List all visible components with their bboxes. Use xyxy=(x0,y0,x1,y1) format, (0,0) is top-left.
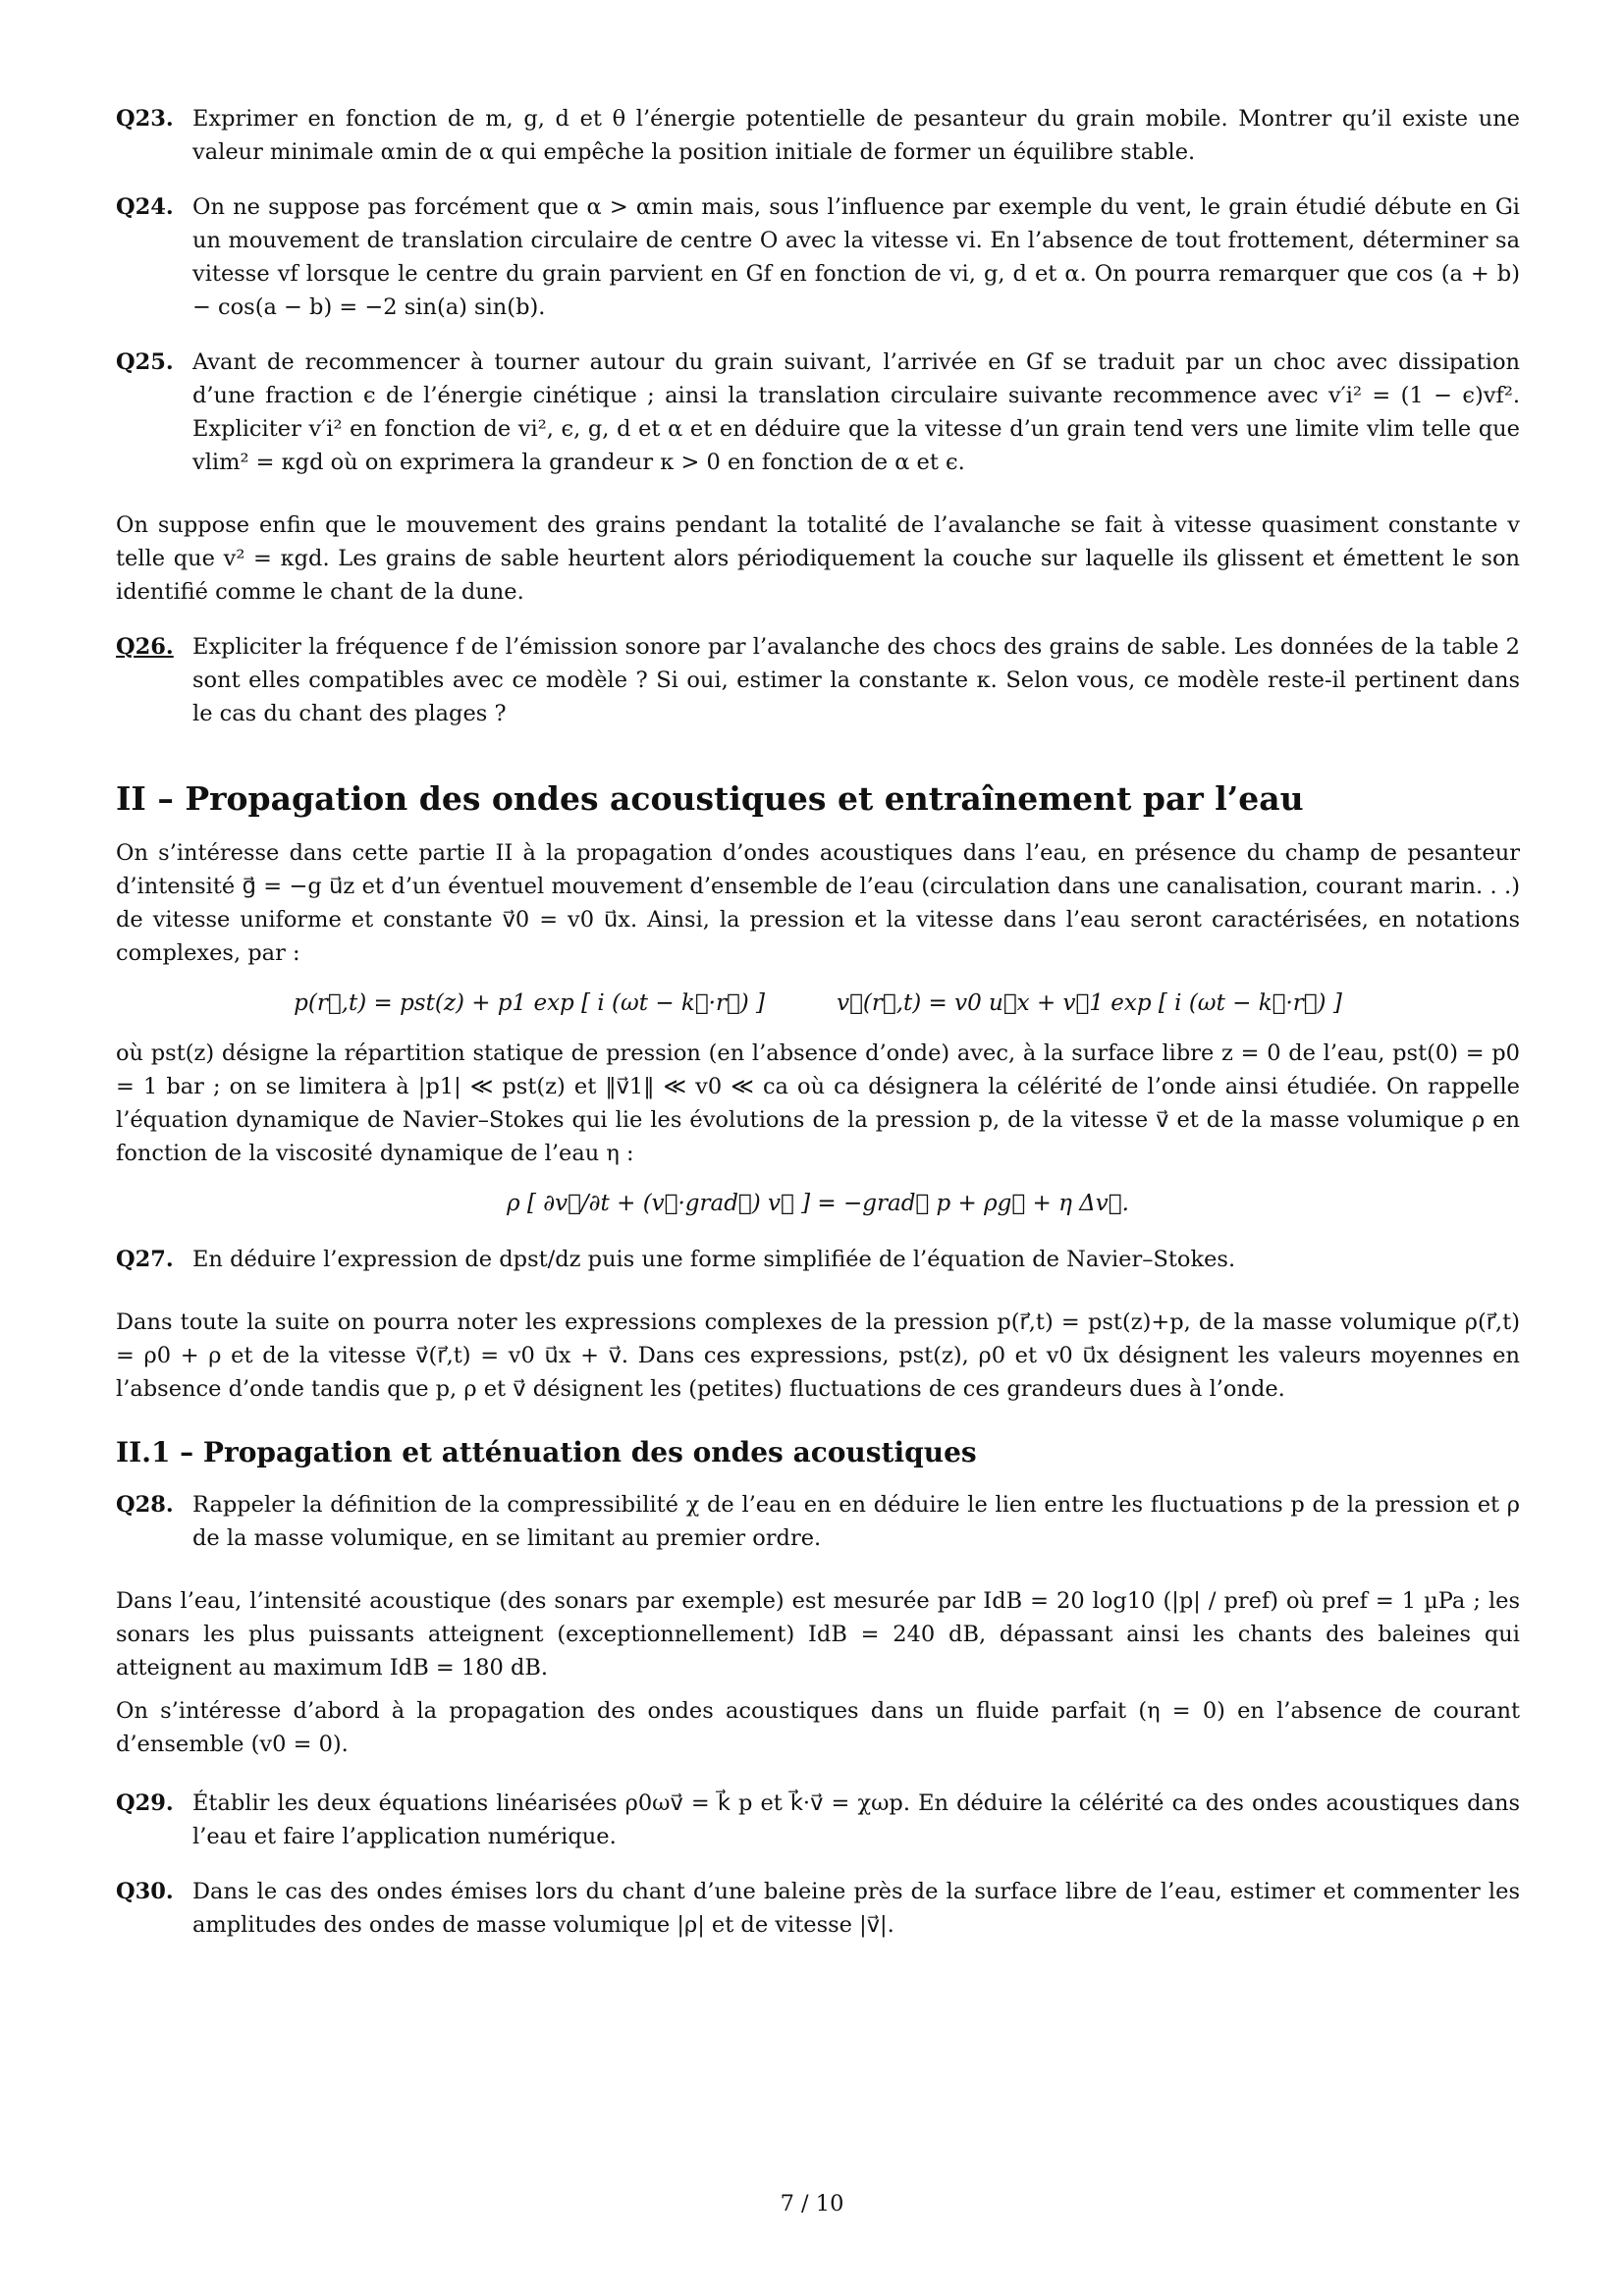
paragraph-notation: Dans toute la suite on pourra noter les expressions complexes de la pression p(r⃗,t) = pst(z)+p, de la masse volumique ρ(r⃗,t) = ρ0 + ρ et de la vitesse v⃗(r⃗,t) = v0 u⃗x + v⃗. Dans ces expressions, pst(z), ρ0 et v0 u⃗x désignent les valeurs moyennes en l’absence d’onde tandis que p, ρ et v⃗ désignent les (petites) fluctuations de ces grandeurs dues à l’onde. xyxy=(116,1309,1520,1402)
question-number: Q26. xyxy=(116,634,174,660)
question-text: Exprimer en fonction de m, g, d et θ l’énergie potentielle de pesanteur du grain mobile. Montrer qu’il existe une valeur minimale αmin de α qui empêche la position initiale de former un équilibre stable. xyxy=(192,106,1520,165)
equation-navier-stokes: ρ [ ∂v⃗/∂t + (v⃗·grad⃗) v⃗ ] = −grad⃗ p + ρg⃗ + η Δv⃗. xyxy=(507,1191,1129,1216)
question-number: Q25. xyxy=(116,349,174,375)
question-text: On ne suppose pas forcément que α > αmin mais, sous l’influence par exemple du vent, le grain étudié débute en Gi un mouvement de translation circulaire de centre O avec la vitesse vi. En l’absence de tout frottement, déterminer sa vitesse vf lorsque le centre du grain parvient en Gf en fonction de vi, g, d et α. On pourra remarquer que cos (a + b) − cos(a − b) = −2 sin(a) sin(b). xyxy=(192,194,1520,320)
page-number: 7 / 10 xyxy=(780,2191,844,2216)
equation-wave: p(r⃗,t) = pst(z) + p1 exp [ i (ωt − k⃗·r⃗) ] v⃗(r⃗,t) = v0 u⃗x + v⃗1 exp [ i (ωt − k⃗·r⃗) ] xyxy=(294,990,1342,1016)
paragraph-avalanche: On suppose enfin que le mouvement des grains pendant la totalité de l’avalanche se fait à vitesse quasiment constante v telle que v² = κgd. Les grains de sable heurtent alors périodiquement la couche sur laquelle ils glissent et émettent le son identifié comme le chant de la dune. xyxy=(116,512,1520,605)
question-text: En déduire l’expression de dpst/dz puis une forme simplifiée de l’équation de Navier–Stokes. xyxy=(192,1247,1236,1272)
question-text: Avant de recommencer à tourner autour du grain suivant, l’arrivée en Gf se traduit par un choc avec dissipation d’une fraction ϵ de l’énergie cinétique ; ainsi la translation circulaire suivante recommence avec v′i² = (1 − ϵ)vf². Expliciter v′i² en fonction de vi², ϵ, g, d et α et en déduire que la vitesse d’un grain tend vers une limite vlim telle que vlim² = κgd où on exprimera la grandeur κ > 0 en fonction de α et ϵ. xyxy=(192,349,1520,475)
question-q24 xyxy=(116,190,1520,324)
paragraph-static-pressure: où pst(z) désigne la répartition statique de pression (en l’absence d’onde) avec, à la surface libre z = 0 de l’eau, pst(0) = p0 = 1 bar ; on se limitera à |p1| ≪ pst(z) et ‖v⃗1‖ ≪ v0 ≪ ca où ca désignera la célérité de l’onde ainsi étudiée. On rappelle l’équation dynamique de Navier–Stokes qui lie les évolutions de la pression p, de la vitesse v⃗ et de la masse volumique ρ en fonction de la viscosité dynamique de l’eau η : xyxy=(116,1041,1520,1166)
question-number: Q28. xyxy=(116,1492,174,1518)
question-q25 xyxy=(116,346,1520,479)
question-text: Dans le cas des ondes émises lors du chant d’une baleine près de la surface libre de l’eau, estimer et commenter les amplitudes des ondes de masse volumique |ρ| et de vitesse |v⃗|. xyxy=(192,1879,1520,1938)
paragraph-perfect-fluid: On s’intéresse d’abord à la propagation des ondes acoustiques dans un fluide parfait (η = 0) en l’absence de courant d’ensemble (v0 = 0). xyxy=(116,1698,1520,1757)
section-title: II – Propagation des ondes acoustiques et entraînement par l’eau xyxy=(116,779,1304,818)
question-number: Q27. xyxy=(116,1247,174,1272)
question-q26 xyxy=(116,630,1520,730)
question-number: Q23. xyxy=(116,106,174,132)
subsection-title: II.1 – Propagation et atténuation des ondes acoustiques xyxy=(116,1436,977,1468)
question-number: Q29. xyxy=(116,1790,174,1816)
page-content xyxy=(116,102,1520,1963)
question-q27 xyxy=(116,1243,1520,1276)
question-number: Q30. xyxy=(116,1879,174,1904)
question-q30 xyxy=(116,1875,1520,1942)
question-text: Établir les deux équations linéarisées ρ0ωv⃗ = k⃗ p et k⃗·v⃗ = χωp. En déduire la célérité ca des ondes acoustiques dans l’eau et faire l’application numérique. xyxy=(192,1790,1520,1849)
question-q29 xyxy=(116,1787,1520,1853)
question-text: Expliciter la fréquence f de l’émission sonore par l’avalanche des chocs des grains de sable. Les données de la table 2 sont elles compatibles avec ce modèle ? Si oui, estimer la constante κ. Selon vous, ce modèle reste-il pertinent dans le cas du chant des plages ? xyxy=(192,634,1520,726)
question-q23 xyxy=(116,102,1520,169)
question-q28 xyxy=(116,1488,1520,1555)
paragraph-section-intro: On s’intéresse dans cette partie II à la propagation d’ondes acoustiques dans l’eau, en présence du champ de pesanteur d’intensité g⃗ = −g u⃗z et d’un éventuel mouvement d’ensemble de l’eau (circulation dans une canalisation, courant marin. . .) de vitesse uniforme et constante v⃗0 = v0 u⃗x. Ainsi, la pression et la vitesse dans l’eau seront caractérisées, en notations complexes, par : xyxy=(116,840,1520,966)
question-text: Rappeler la définition de la compressibilité χ de l’eau en en déduire le lien entre les fluctuations p de la pression et ρ de la masse volumique, en se limitant au premier ordre. xyxy=(192,1492,1520,1551)
paragraph-intensity: Dans l’eau, l’intensité acoustique (des sonars par exemple) est mesurée par IdB = 20 log10 (|p| / pref) où pref = 1 µPa ; les sonars les plus puissants atteignent (exceptionnellement) IdB = 240 dB, dépassant ainsi les chants des baleines qui atteignent au maximum IdB = 180 dB. xyxy=(116,1588,1520,1681)
question-number: Q24. xyxy=(116,194,174,220)
